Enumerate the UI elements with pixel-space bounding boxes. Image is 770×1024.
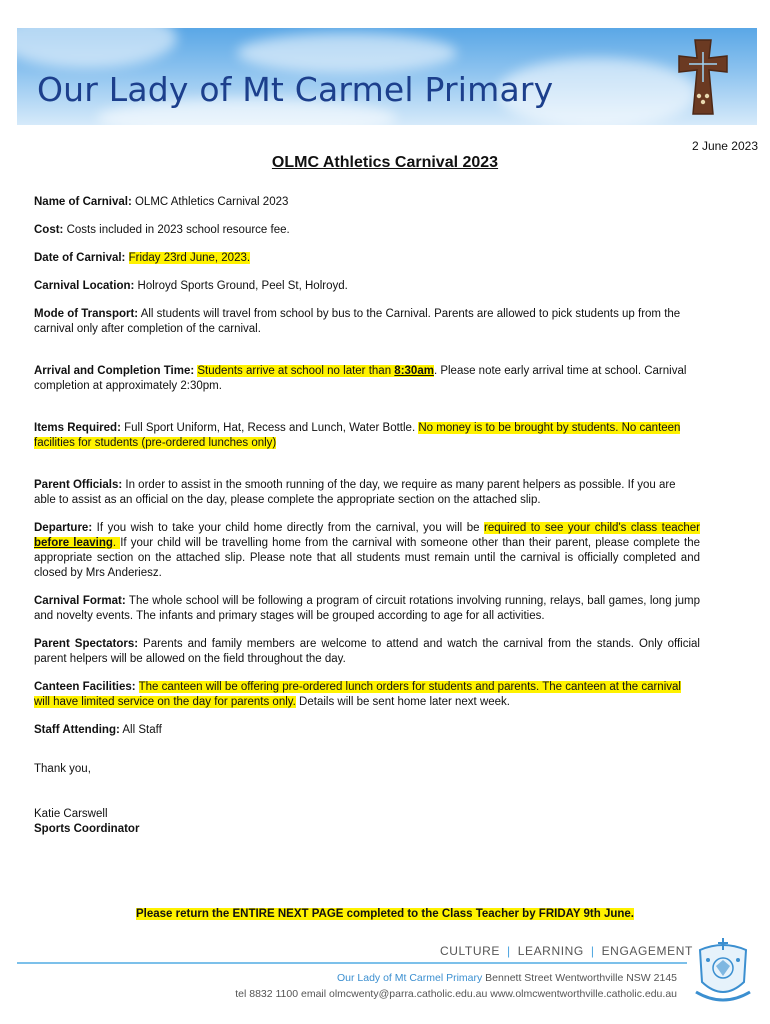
field-label: Arrival and Completion Time: (34, 365, 195, 377)
signatory-name: Katie Carswell (34, 808, 108, 820)
field-label: Carnival Location: (34, 280, 135, 292)
tagline-engagement: ENGAGEMENT (601, 944, 693, 958)
cross-icon (677, 38, 729, 118)
field-label: Name of Carnival: (34, 196, 132, 208)
parent-spectators (34, 637, 700, 667)
header-banner (17, 28, 757, 125)
field-label: Staff Attending: (34, 724, 120, 736)
carnival-name (34, 195, 700, 210)
field-value: OLMC Athletics Carnival 2023 (131, 196, 289, 208)
field-value: Parents and family members are welcome to attend and watch the carnival from the stands. Only official parent helpers will be allowed on the field throughout the day. (34, 638, 700, 665)
highlighted-time: 8:30am (394, 365, 434, 377)
letter-body (34, 195, 700, 837)
canteen-facilities (34, 680, 700, 710)
footer-contact: tel 8832 1100 email olmcwenty@parra.catholic.edu.au www.olmcwentworthville.catholic.edu.au (235, 988, 677, 1000)
field-value: Full Sport Uniform, Hat, Recess and Lunch, Water Bottle. (120, 422, 419, 434)
tagline-separator: | (590, 944, 595, 958)
footer-divider (17, 962, 687, 964)
field-label: Parent Officials: (34, 479, 123, 491)
field-value: If your child will be travelling home from the carnival with someone other than their parent, please complete the appropriate section on the attached slip. Please note that all students must remain until the carnival is officially completed and closed by Mrs Anderiesz. (34, 537, 701, 579)
cloud-decoration (237, 33, 457, 73)
tagline-culture: CULTURE (440, 944, 500, 958)
cloud-decoration (17, 28, 177, 68)
carnival-format (34, 594, 700, 624)
return-note-text: Please return the ENTIRE NEXT PAGE completed to the Class Teacher by FRIDAY 9th June. (135, 908, 635, 920)
field-value: Details will be sent home later next week. (295, 696, 510, 708)
field-label: Date of Carnival: (34, 252, 126, 264)
field-label: Items Required: (34, 422, 121, 434)
highlighted-text: Friday 23rd June, 2023. (128, 252, 251, 264)
highlighted-text: The canteen will be offering pre-ordered lunch orders for students and parents. The canteen at the carnival will have limited service on the day for parents only. (34, 681, 681, 708)
crest-icon (694, 936, 752, 1008)
closing: Thank you, (34, 763, 91, 775)
departure (34, 521, 700, 581)
field-label: Canteen Facilities: (34, 681, 136, 693)
highlighted-text: No money is to be brought by students. No canteen facilities for students (pre-ordered lunches only) (34, 422, 681, 449)
highlighted-text: required to see your child's class teacher (484, 522, 700, 534)
document-title: OLMC Athletics Carnival 2023 (271, 154, 499, 171)
school-name: Our Lady of Mt Carmel Primary (37, 70, 554, 109)
tagline-learning: LEARNING (517, 944, 584, 958)
field-value: Costs included in 2023 school resource fee. (63, 224, 290, 236)
field-value: . Please note early arrival time at school. Carnival completion at approximately 2:30pm. (34, 365, 687, 392)
mode-of-transport (34, 307, 700, 337)
items-required (34, 421, 700, 451)
highlighted-text: Students arrive at school no later than (197, 365, 395, 377)
field-value: Holroyd Sports Ground, Peel St, Holroyd. (134, 280, 348, 292)
parent-officials (34, 478, 700, 508)
footer-street: Bennett Street Wentworthville NSW 2145 (482, 972, 677, 984)
field-label: Mode of Transport: (34, 308, 139, 320)
staff-attending (34, 723, 700, 738)
footer-address (337, 972, 677, 984)
highlighted-text: . (112, 537, 121, 549)
field-label: Departure: (34, 522, 93, 534)
field-label: Carnival Format: (34, 595, 126, 607)
carnival-date (34, 251, 700, 266)
field-value: The whole school will be following a program of circuit rotations involving running, relays, ball games, long jump and novelty events. The infants and primary stages will be grouped according to age for all activities. (34, 595, 700, 622)
field-label: Parent Spectators: (34, 638, 139, 650)
field-value: In order to assist in the smooth running of the day, we require as many parent helpers as possible. If you are able to assist as an official on the day, please complete the appropriate section on the attached slip. (34, 479, 676, 506)
signature-block (34, 807, 700, 837)
highlighted-underline: before leaving (34, 537, 113, 549)
arrival-completion-time (34, 364, 700, 394)
carnival-cost (34, 223, 700, 238)
footer-school-name: Our Lady of Mt Carmel Primary (336, 972, 483, 984)
return-note (0, 908, 770, 920)
footer-tagline (440, 944, 693, 958)
tagline-separator: | (506, 944, 511, 958)
field-value: If you wish to take your child home directly from the carnival, you will be (92, 522, 485, 534)
field-value: All Staff (119, 724, 162, 736)
signatory-role: Sports Coordinator (34, 823, 140, 835)
field-value: All students will travel from school by bus to the Carnival. Parents are allowed to pick students up from the carnival only after completion of the carnival. (34, 308, 681, 335)
letter-date: 2 June 2023 (691, 139, 758, 153)
field-label: Cost: (34, 224, 64, 236)
carnival-location (34, 279, 700, 294)
